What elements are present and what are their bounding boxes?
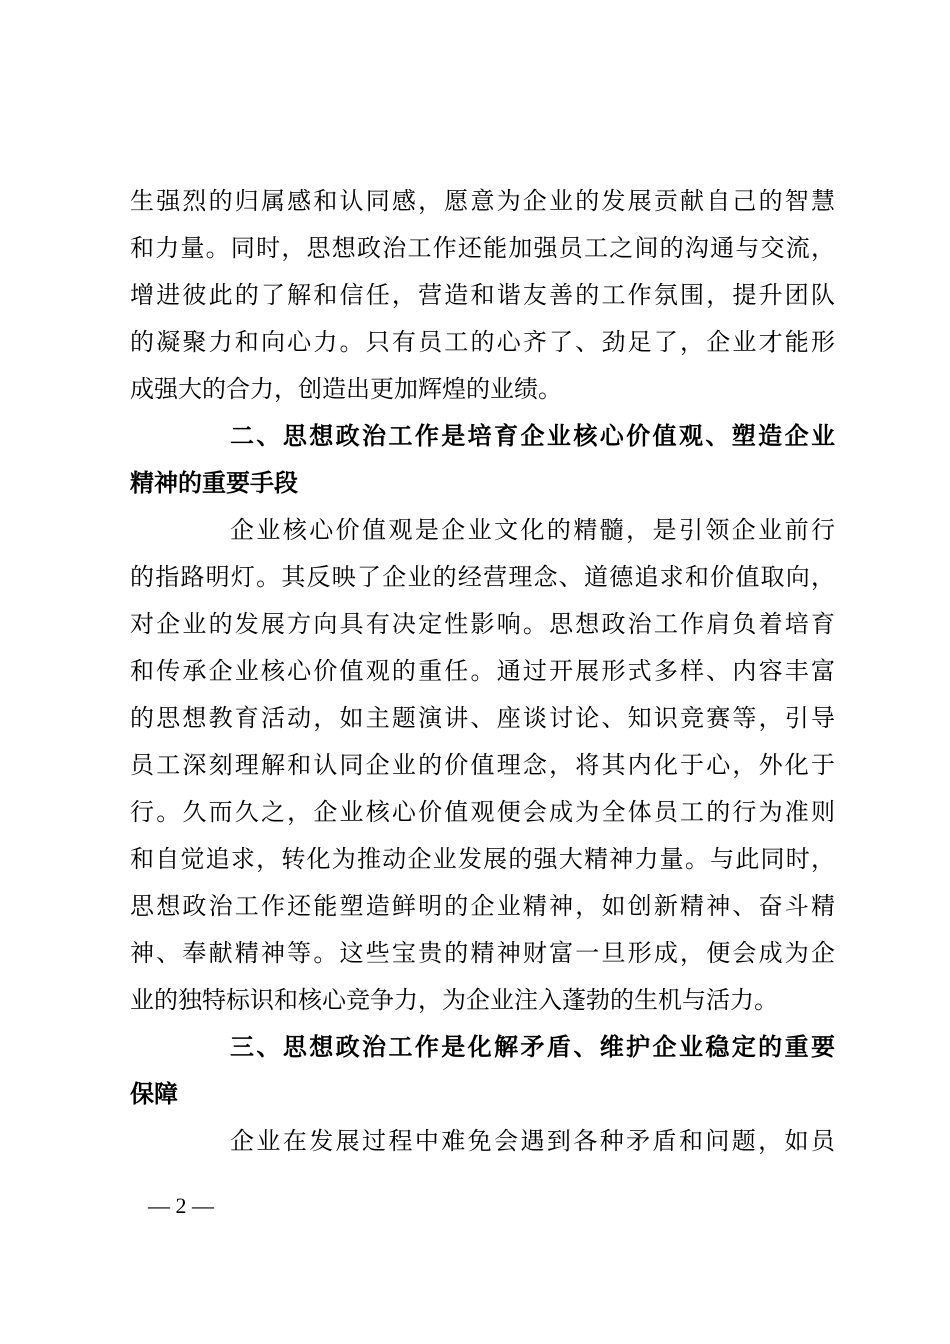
body-text-line: 生强烈的归属感和认同感，愿意为企业的发展贡献自己的智慧 [130, 187, 835, 215]
body-text-line: 成强大的合力，创造出更加辉煌的业绩。 [130, 375, 562, 403]
body-text-line: 企业在发展过程中难免会遇到各种矛盾和问题，如员 [230, 1127, 835, 1155]
page-number: — 2 — [148, 1193, 214, 1218]
body-text-line: 的指路明灯。其反映了企业的经营理念、道德追求和价值取向， [130, 563, 835, 591]
section-heading: 精神的重要手段 [130, 469, 298, 497]
body-text-line: 的凝聚力和向心力。只有员工的心齐了、劲足了，企业才能形 [130, 328, 835, 356]
body-text-line: 对企业的发展方向具有决定性影响。思想政治工作肩负着培育 [130, 610, 835, 638]
body-text-line: 行。久而久之，企业核心价值观便会成为全体员工的行为准则 [130, 798, 835, 826]
section-heading: 二、思想政治工作是培育企业核心价值观、塑造企业 [230, 422, 835, 450]
body-text-line: 和传承企业核心价值观的重任。通过开展形式多样、内容丰富 [130, 657, 835, 685]
body-text-line: 企业核心价值观是企业文化的精髓，是引领企业前行 [230, 516, 835, 544]
body-text-line: 的思想教育活动，如主题演讲、座谈讨论、知识竞赛等，引导 [130, 704, 835, 732]
body-text-line: 业的独特标识和核心竞争力，为企业注入蓬勃的生机与活力。 [130, 986, 778, 1014]
section-heading: 三、思想政治工作是化解矛盾、维护企业稳定的重要 [230, 1033, 835, 1061]
body-text-line: 增进彼此的了解和信任，营造和谐友善的工作氛围，提升团队 [130, 281, 835, 309]
section-heading: 保障 [130, 1080, 178, 1108]
body-text-line: 和自觉追求，转化为推动企业发展的强大精神力量。与此同时， [130, 845, 835, 873]
body-text-line: 员工深刻理解和认同企业的价值理念，将其内化于心，外化于 [130, 751, 835, 779]
body-text-line: 和力量。同时，思想政治工作还能加强员工之间的沟通与交流， [130, 234, 835, 262]
body-text-line: 神、奉献精神等。这些宝贵的精神财富一旦形成，便会成为企 [130, 939, 835, 967]
body-text-line: 思想政治工作还能塑造鲜明的企业精神，如创新精神、奋斗精 [130, 892, 835, 920]
